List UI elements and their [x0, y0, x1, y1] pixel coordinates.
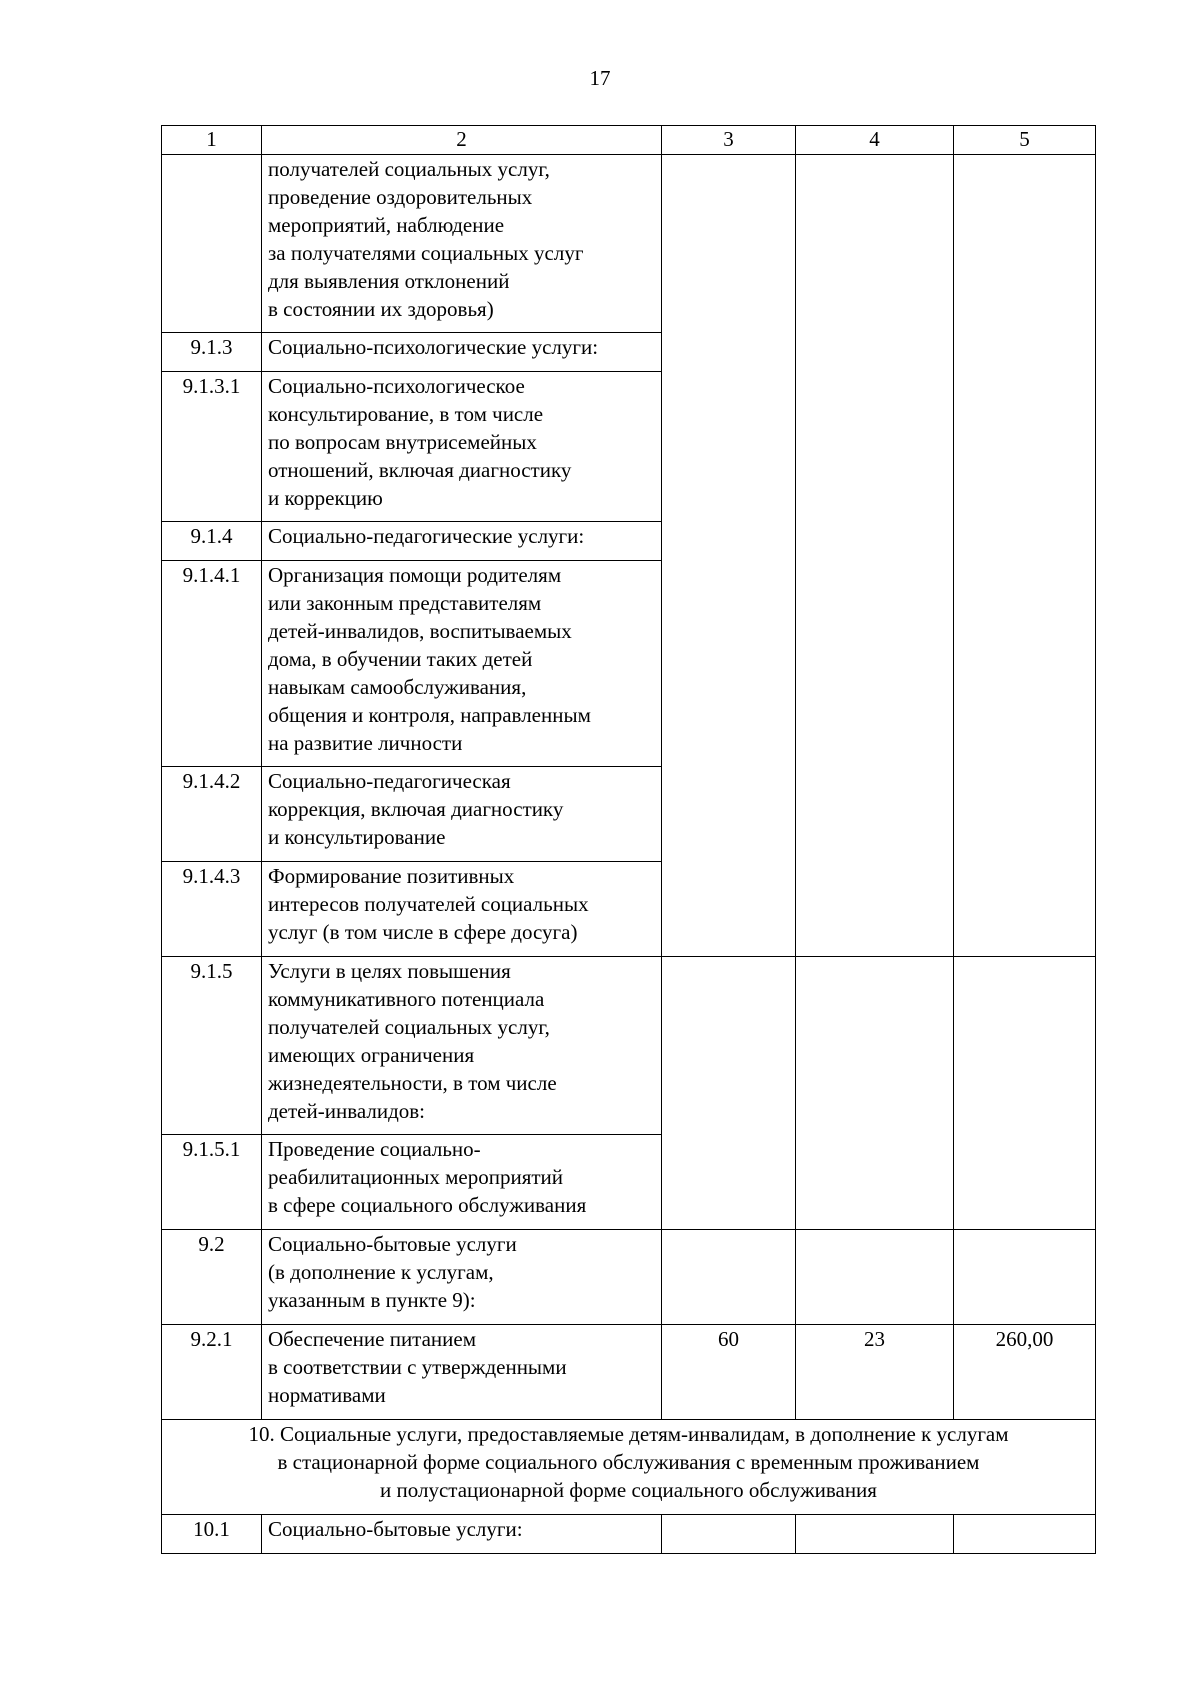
row-text: Социально-психологические услуги:	[262, 333, 662, 372]
header-col-4: 4	[796, 126, 954, 155]
row-number: 9.1.3	[162, 333, 262, 372]
value-cell-col-4	[796, 155, 954, 957]
header-col-2: 2	[262, 126, 662, 155]
row-text: Формирование позитивных интересов получателей социальных услуг (в том числе в сфере досуга)	[262, 862, 662, 957]
table-row	[162, 1325, 1096, 1420]
row-text: Обеспечение питанием в соответствии с утвержденными нормативами	[262, 1325, 662, 1420]
header-col-1: 1	[162, 126, 262, 155]
value-cell-col-4: 23	[796, 1325, 954, 1420]
header-col-5: 5	[954, 126, 1096, 155]
table-row	[162, 1230, 1096, 1325]
section-heading: 10. Социальные услуги, предоставляемые детям-инвалидам, в дополнение к услугам в стационарной форме социального обслуживания с временным проживанием и полустационарной форме социального обслуживания	[162, 1420, 1096, 1515]
value-cell-col-5	[954, 1515, 1096, 1554]
table-row	[162, 957, 1096, 1135]
row-number: 9.2	[162, 1230, 262, 1325]
row-number: 9.1.4.1	[162, 561, 262, 767]
row-number: 9.1.5.1	[162, 1135, 262, 1230]
table-row	[162, 1515, 1096, 1554]
row-text: Организация помощи родителям или законным представителям детей-инвалидов, воспитываемых дома, в обучении таких детей навыкам самообслуживания, общения и контроля, направленным на развитие личности	[262, 561, 662, 767]
row-number: 9.1.4	[162, 522, 262, 561]
value-cell-col-4	[796, 957, 954, 1230]
value-cell-col-5	[954, 155, 1096, 957]
value-cell-col-5	[954, 957, 1096, 1230]
row-text: Социально-педагогическая коррекция, включая диагностику и консультирование	[262, 767, 662, 862]
row-text: Социально-педагогические услуги:	[262, 522, 662, 561]
row-number: 9.2.1	[162, 1325, 262, 1420]
row-number: 9.1.3.1	[162, 372, 262, 522]
value-cell-col-5	[954, 1230, 1096, 1325]
value-cell-col-3	[662, 155, 796, 957]
header-col-3: 3	[662, 126, 796, 155]
services-table	[161, 125, 1096, 1554]
row-text: Социально-бытовые услуги:	[262, 1515, 662, 1554]
row-number: 9.1.4.2	[162, 767, 262, 862]
row-text: получателей социальных услуг, проведение оздоровительных мероприятий, наблюдение за получателями социальных услуг для выявления отклонений в состоянии их здоровья)	[262, 155, 662, 333]
table-header-row	[162, 126, 1096, 155]
row-text: Услуги в целях повышения коммуникативного потенциала получателей социальных услуг, имеющих ограничения жизнедеятельности, в том числе детей-инвалидов:	[262, 957, 662, 1135]
table-row	[162, 155, 1096, 333]
section-heading-row	[162, 1420, 1096, 1515]
row-text: Социально-бытовые услуги (в дополнение к услугам, указанным в пункте 9):	[262, 1230, 662, 1325]
row-text: Проведение социально- реабилитационных мероприятий в сфере социального обслуживания	[262, 1135, 662, 1230]
value-cell-col-3: 60	[662, 1325, 796, 1420]
row-number: 9.1.4.3	[162, 862, 262, 957]
value-cell-col-3	[662, 1515, 796, 1554]
value-cell-col-3	[662, 957, 796, 1230]
value-cell-col-3	[662, 1230, 796, 1325]
row-number: 10.1	[162, 1515, 262, 1554]
page-number: 17	[589, 66, 611, 90]
row-number	[162, 155, 262, 333]
value-cell-col-4	[796, 1230, 954, 1325]
row-text: Социально-психологическое консультирование, в том числе по вопросам внутрисемейных отношений, включая диагностику и коррекцию	[262, 372, 662, 522]
value-cell-col-5: 260,00	[954, 1325, 1096, 1420]
value-cell-col-4	[796, 1515, 954, 1554]
row-number: 9.1.5	[162, 957, 262, 1135]
